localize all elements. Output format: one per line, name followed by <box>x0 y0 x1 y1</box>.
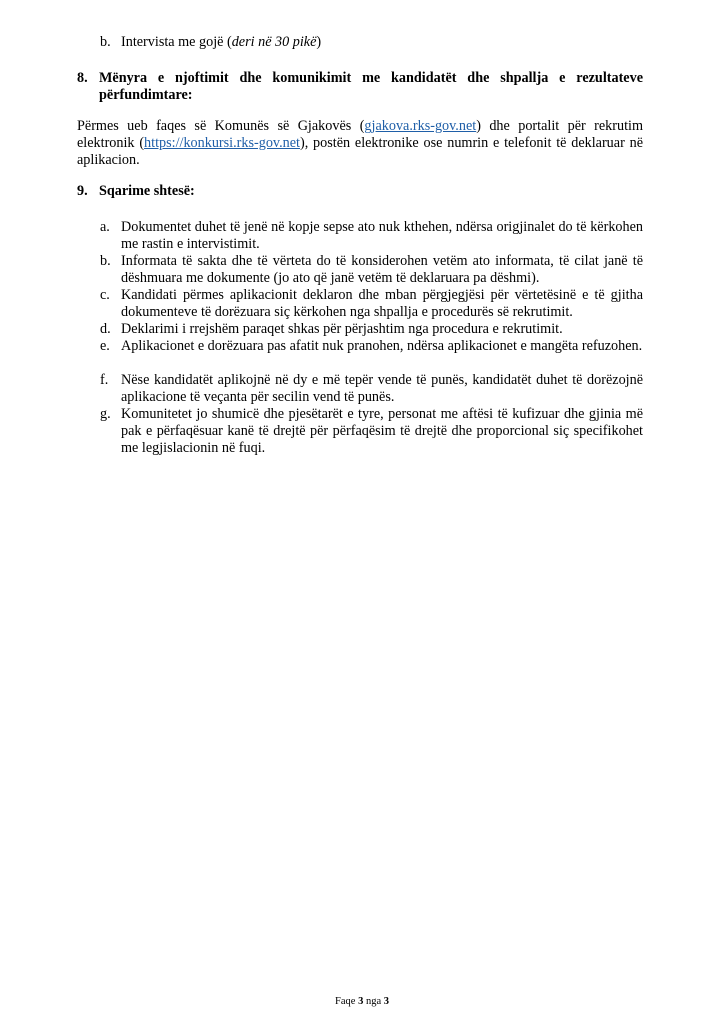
list-item-letter: a. <box>100 219 110 235</box>
interview-label: Intervista me gojë ( <box>121 34 232 50</box>
list-item-text: Dokumentet duhet të jenë në kopje sepse ato nuk kthehen, ndërsa origjinalet do të kërkohen me rastin e intervistimit. <box>121 219 643 252</box>
list-item-text: Kandidati përmes aplikacionit deklaron dhe mban përgjegjësi për vërtetësinë e të gjitha dokumenteve të dorëzuara siç kërkohen nga shpallja e procedurës së rekrutimit. <box>121 287 643 320</box>
list-item-text <box>121 34 321 51</box>
footer-total-pages: 3 <box>383 996 389 1007</box>
list-item-text: Informata të sakta dhe të vërteta do të konsiderohen vetëm ato informata, të cilat janë të dëshmuara me dokumente (jo ato që janë vetëm të deklaruara pa dëshmi). <box>121 253 643 286</box>
list-item-letter: f. <box>100 372 109 388</box>
list-item-letter: b. <box>100 253 111 269</box>
list-item-letter: c. <box>100 287 110 303</box>
list-item-letter: b. <box>100 34 111 50</box>
list-item-text: Komunitetet jo shumicë dhe pjesëtarët e tyre, personat me aftësi të kufizuar dhe gjinia më pak e përfaqësuar kanë të drejtë për përfaqësim të drejtë dhe proporcional siç specifikohet me legjislacionin në fuqi. <box>121 406 643 456</box>
konkursi-link[interactable]: https://konkursi.rks-gov.net <box>144 135 300 151</box>
list-item-letter: g. <box>100 406 111 422</box>
section-8-number: 8. <box>77 70 88 86</box>
list-item-letter: d. <box>100 321 111 337</box>
list-item-text: Nëse kandidatët aplikojnë në dy e më tepër vende të punës, kandidatët duhet të dorëzojnë aplikacione të veçanta për secilin vend të punës. <box>121 372 643 405</box>
interview-paren: ) <box>316 34 322 50</box>
section-8-paragraph <box>77 118 643 169</box>
footer-prefix: Faqe <box>335 996 356 1007</box>
para-text-1: Përmes ueb faqes së Komunës së Gjakovës ( <box>77 118 365 134</box>
gjakova-link[interactable]: gjakova.rks-gov.net <box>364 118 477 134</box>
footer-current-page: 3 <box>358 996 364 1007</box>
page-footer <box>0 996 724 1008</box>
section-8-title-line1: Mënyra e njoftimit dhe komunikimit me kandidatët dhe shpallja e rezultateve <box>99 70 643 86</box>
list-item-text: Aplikacionet e dorëzuara pas afatit nuk pranohen, ndërsa aplikacionet e mangëta refuzohen. <box>121 338 643 354</box>
interview-points: deri në 30 pikë <box>231 34 317 50</box>
footer-middle: nga <box>365 996 382 1007</box>
para-text-3: ), postën elektronike ose numrin e telefonit të deklaruar në aplikacion. <box>77 135 643 168</box>
section-9-title: Sqarime shtesë: <box>99 183 195 199</box>
para-text-2: ) dhe portalit për rekrutim elektronik ( <box>77 118 643 151</box>
list-item-text: Deklarimi i rrejshëm paraqet shkas për përjashtim nga procedura e rekrutimit. <box>121 321 563 337</box>
section-9-number: 9. <box>77 183 88 199</box>
section-8-title-line2: përfundimtare: <box>99 87 193 103</box>
list-item-letter: e. <box>100 338 110 354</box>
